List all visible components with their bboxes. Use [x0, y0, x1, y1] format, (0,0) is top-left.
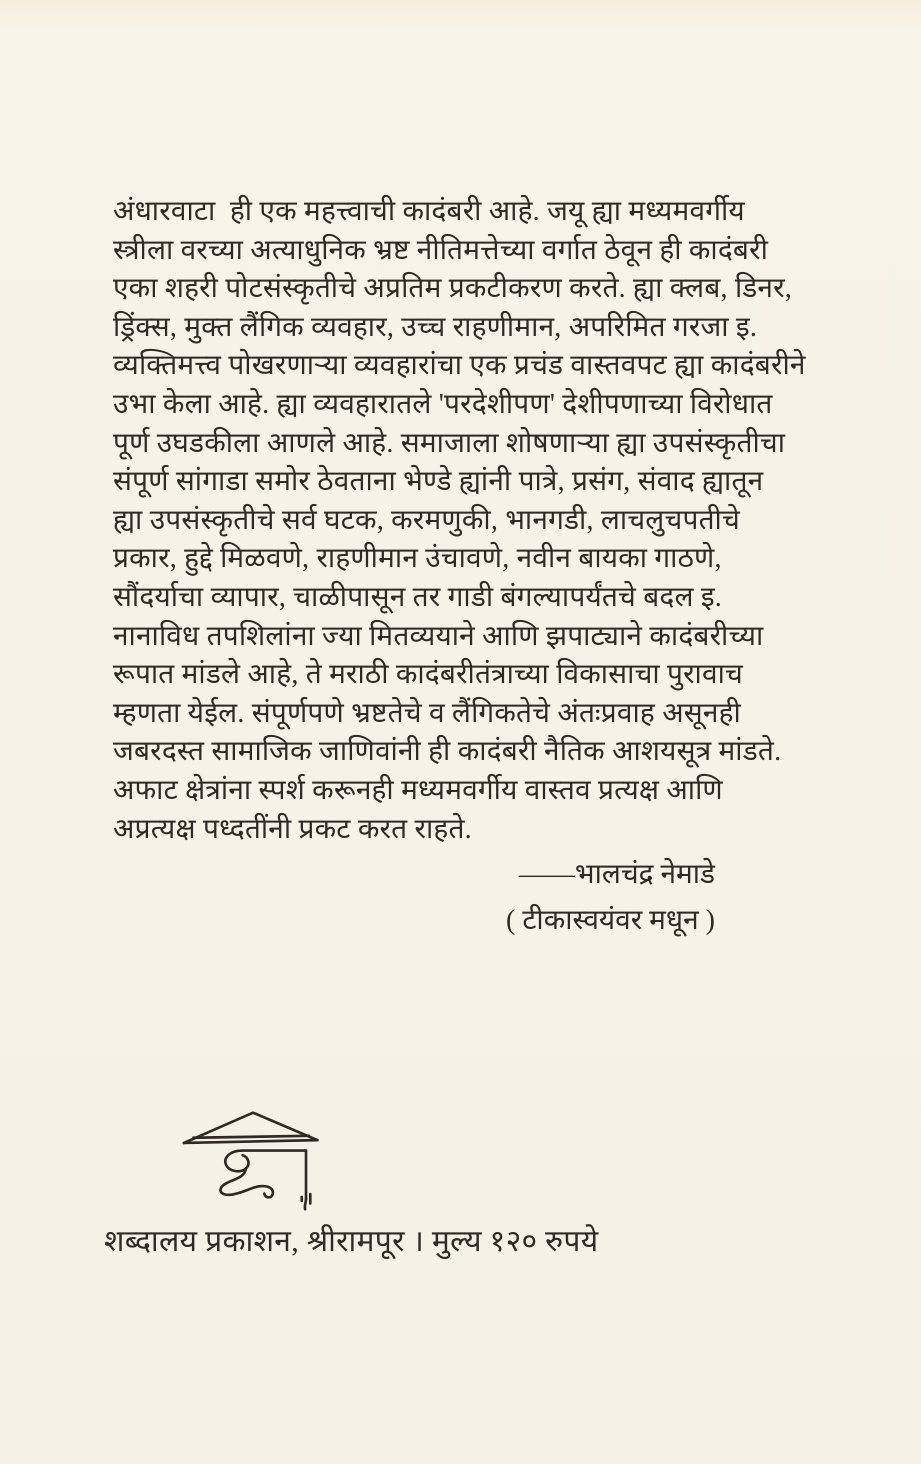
book-blurb — [113, 193, 806, 849]
body-line: सौंदर्याचा व्यापार, चाळीपासून तर गाडी बंगल्यापर्यंतचे बदल इ. — [113, 581, 723, 613]
author-signature: ——भालचंद्र नेमाडे — [518, 859, 715, 890]
publisher-imprint-line: शब्दालय प्रकाशन, श्रीरामपूर । मुल्य १२० रुपये — [104, 1225, 599, 1258]
body-line: ड्रिंक्स, मुक्त लैंगिक व्यवहार, उच्च राहणीमान, अपरिमित गरजा इ. — [113, 311, 758, 343]
body-line: पूर्ण उघडकीला आणले आहे. समाजाला शोषणाऱ्या ह्या उपसंस्कृतीचा — [113, 427, 786, 459]
body-line: उभा केला आहे. ह्या व्यवहारातले 'परदेशीपण' देशीपणाच्या विरोधात — [113, 388, 773, 420]
body-line: स्त्रीला वरच्या अत्याधुनिक भ्रष्ट नीतिमत्तेच्या वर्गात ठेवून ही कादंबरी — [113, 234, 769, 266]
body-line: प्रकार, हुद्दे मिळवणे, राहणीमान उंचावणे, नवीन बायका गाठणे, — [113, 543, 722, 575]
body-line: म्हणता येईल. संपूर्णपणे भ्रष्टतेचे व लैंगिकतेचे अंतःप्रवाह असूनही — [113, 697, 741, 729]
house-roof-monogram-icon — [182, 1104, 324, 1216]
body-line: ह्या उपसंस्कृतीचे सर्व घटक, करमणुकी, भानगडी, लाचलुचपतीचे — [113, 504, 740, 536]
closing-block — [113, 852, 715, 944]
body-line: एका शहरी पोटसंस्कृतीचे अप्रतिम प्रकटीकरण करते. ह्या क्लब, डिनर, — [113, 273, 792, 305]
body-line: अंधारवाटा ही एक महत्त्वाची कादंबरी आहे. जयू ह्या मध्यमवर्गीय — [113, 196, 745, 227]
source-attribution: ( टीकास्वयंवर मधून ) — [506, 905, 715, 936]
body-line: रूपात मांडले आहे, ते मराठी कादंबरीतंत्राच्या विकासाचा पुरावाच — [113, 659, 744, 691]
body-line: अप्रत्यक्ष पध्दतींनी प्रकट करत राहते. — [113, 813, 472, 845]
body-line: नानाविध तपशिलांना ज्या मितव्ययाने आणि झपाट्याने कादंबरीच्या — [113, 620, 764, 652]
body-line: अफाट क्षेत्रांना स्पर्श करूनही मध्यमवर्गीय वास्तव प्रत्यक्ष आणि — [113, 774, 723, 806]
body-line: संपूर्ण सांगाडा समोर ठेवताना भेण्डे ह्यांनी पात्रे, प्रसंग, संवाद ह्यातून — [113, 466, 764, 498]
body-line: व्यक्तिमत्त्व पोखरणाऱ्या व्यवहारांचा एक प्रचंड वास्तवपट ह्या कादंबरीने — [113, 350, 806, 382]
body-line: जबरदस्त सामाजिक जाणिवांनी ही कादंबरी नैतिक आशयसूत्र मांडते. — [113, 736, 782, 768]
